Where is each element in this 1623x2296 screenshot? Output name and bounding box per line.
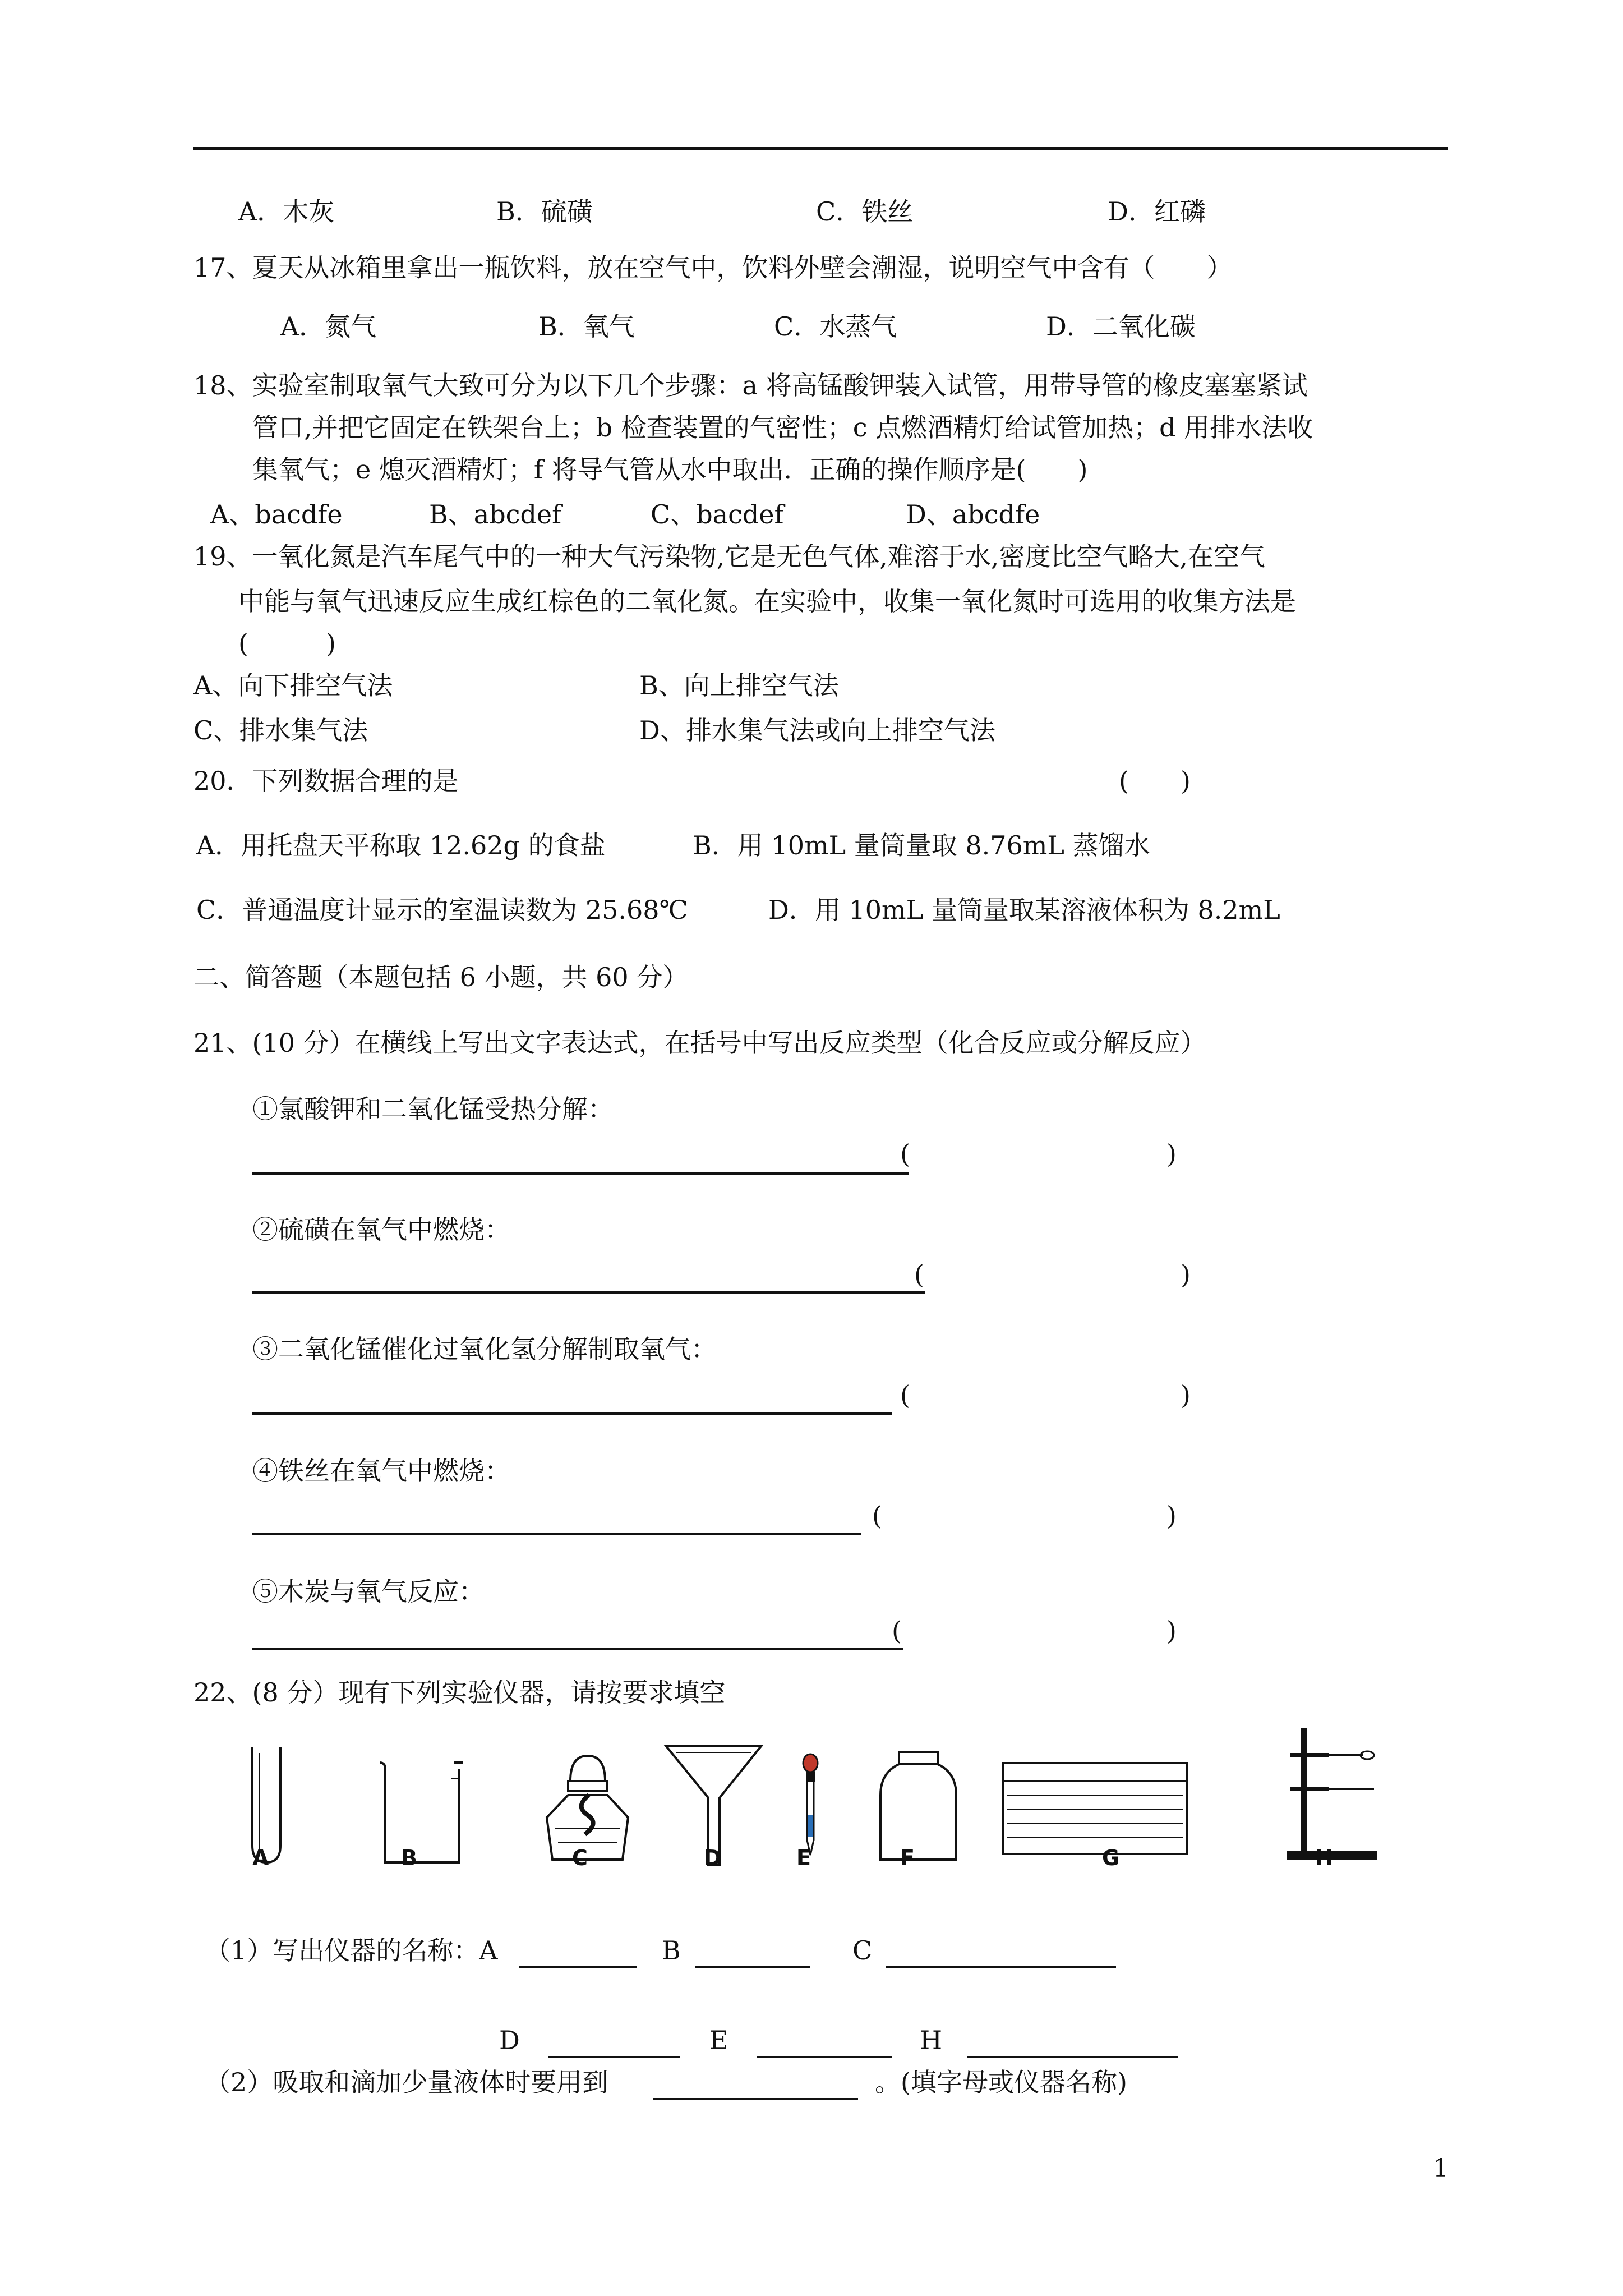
apparatus-label-g: G: [1102, 1846, 1120, 1870]
iron-stand-icon: [1279, 1725, 1380, 1865]
dropper-icon: [799, 1753, 822, 1857]
apparatus-label-h: H: [1315, 1846, 1333, 1870]
q20-answer-paren: ( ): [1119, 766, 1191, 796]
q16-option-d: D．红磷: [1108, 196, 1206, 227]
q21-paren-open-3: (: [900, 1380, 910, 1410]
q20-option-c: C．普通温度计显示的室温读数为 25.68℃: [196, 895, 688, 925]
q17-option-a: A．氮气: [280, 311, 377, 342]
q19-option-a: A、向下排空气法: [193, 670, 393, 701]
q16-option-c: C．铁丝: [816, 196, 914, 227]
q21-stem: 21、(10 分）在横线上写出文字表达式，在括号中写出反应类型（化合反应或分解反应）: [193, 1028, 1206, 1058]
q16-option-b: B．硫磺: [496, 196, 593, 227]
q17-option-b: B．氧气: [538, 311, 635, 342]
q21-blank-5[interactable]: [252, 1648, 903, 1650]
q22-blank-b[interactable]: [695, 1966, 810, 1968]
q22-sub1-e: E: [709, 2025, 728, 2055]
q20-option-b: B．用 10mL 量筒量取 8.76mL 蒸馏水: [693, 830, 1150, 861]
q21-item-2: ②硫磺在氧气中燃烧：: [252, 1214, 510, 1245]
q21-paren-open-1: (: [900, 1139, 910, 1169]
q21-blank-1[interactable]: [252, 1172, 909, 1175]
q17-option-d: D．二氧化碳: [1046, 311, 1196, 342]
q19-line-1: 19、一氧化氮是汽车尾气中的一种大气污染物,它是无色气体,难溶于水,密度比空气略大,在空气: [193, 541, 1266, 572]
q19-line-3: ( ): [238, 628, 336, 659]
q18-option-a: A、bacdfe: [210, 499, 343, 530]
q18-line-1: 18、实验室制取氧气大致可分为以下几个步骤：a 将高锰酸钾装入试管，用带导管的橡皮塞塞紧试: [193, 370, 1308, 401]
q19-option-b: B、向上排空气法: [639, 670, 839, 701]
apparatus-label-a: A: [252, 1846, 269, 1870]
q21-paren-open-5: (: [892, 1616, 902, 1646]
q21-paren-close-2: ): [1181, 1259, 1191, 1290]
q22-sub1-c: C: [852, 1935, 873, 1966]
apparatus-label-e: E: [796, 1846, 811, 1870]
q22-sub1-b: B: [662, 1935, 681, 1966]
apparatus-label-f: F: [900, 1846, 915, 1870]
q21-paren-close-5: ): [1166, 1616, 1177, 1646]
q21-blank-3[interactable]: [252, 1412, 892, 1415]
q21-paren-open-4: (: [872, 1501, 882, 1531]
q22-stem: 22、(8 分）现有下列实验仪器，请按要求填空: [193, 1677, 726, 1708]
q22-blank-c[interactable]: [886, 1966, 1116, 1968]
q18-option-b: B、abcdef: [429, 499, 562, 530]
q18-line-2: 管口,并把它固定在铁架台上；b 检查装置的气密性；c 点燃酒精灯给试管加热；d 用排水法收: [252, 412, 1313, 443]
q20-stem: 20．下列数据合理的是: [193, 766, 459, 796]
q22-blank-h[interactable]: [967, 2056, 1178, 2058]
q20-option-d: D．用 10mL 量筒量取某溶液体积为 8.2mL: [768, 895, 1280, 925]
q21-paren-close-1: ): [1166, 1139, 1177, 1169]
q21-item-4: ④铁丝在氧气中燃烧：: [252, 1456, 510, 1486]
water-trough-icon: [1001, 1761, 1189, 1857]
section-2-heading: 二、简答题（本题包括 6 小题，共 60 分）: [193, 962, 689, 992]
q22-sub1-d: D: [499, 2025, 520, 2055]
apparatus-label-c: C: [572, 1846, 588, 1870]
beaker-icon: [379, 1761, 465, 1865]
q21-blank-2[interactable]: [252, 1291, 925, 1294]
apparatus-label-d: D: [704, 1846, 722, 1870]
q21-paren-close-3: ): [1181, 1380, 1191, 1410]
header-rule: [193, 147, 1448, 150]
q22-blank-d[interactable]: [548, 2056, 680, 2058]
q17-option-c: C．水蒸气: [774, 311, 897, 342]
q22-sub1-h: H: [920, 2025, 943, 2055]
q22-sub2-suffix: 。(填字母或仪器名称): [875, 2067, 1127, 2097]
gas-jar-icon: [878, 1750, 959, 1862]
q22-sub1-prefix: （1）写出仪器的名称：A: [205, 1935, 498, 1966]
q21-item-3: ③二氧化锰催化过氧化氢分解制取氧气：: [252, 1334, 717, 1364]
q18-option-c: C、bacdef: [651, 499, 784, 530]
q21-item-1: ①氯酸钾和二氧化锰受热分解：: [252, 1094, 614, 1124]
q18-option-d: D、abcdfe: [906, 499, 1040, 530]
q19-option-d: D、排水集气法或向上排空气法: [639, 715, 995, 746]
apparatus-label-b: B: [401, 1846, 417, 1870]
q21-item-5: ⑤木炭与氧气反应：: [252, 1576, 485, 1607]
q21-paren-open-2: (: [914, 1259, 924, 1290]
q21-paren-close-4: ): [1166, 1501, 1177, 1531]
q21-blank-4[interactable]: [252, 1533, 861, 1535]
q19-option-c: C、排水集气法: [193, 715, 368, 746]
q22-blank-sub2[interactable]: [653, 2098, 858, 2100]
q22-blank-a[interactable]: [519, 1966, 637, 1968]
q20-option-a: A．用托盘天平称取 12.62g 的食盐: [196, 830, 606, 861]
q22-blank-e[interactable]: [757, 2056, 892, 2058]
q17-stem: 17、夏天从冰箱里拿出一瓶饮料，放在空气中，饮料外壁会潮湿，说明空气中含有（ ）: [193, 252, 1233, 283]
page-number: 1: [1433, 2154, 1449, 2183]
q19-line-2: 中能与氧气迅速反应生成红棕色的二氧化氮。在实验中，收集一氧化氮时可选用的收集方法是: [238, 586, 1296, 616]
q22-sub2-prefix: （2）吸取和滴加少量液体时要用到: [205, 2067, 608, 2097]
q16-option-a: A．木灰: [238, 196, 335, 227]
q18-line-3: 集氧气；e 熄灭酒精灯；f 将导气管从水中取出．正确的操作顺序是( ): [252, 454, 1088, 485]
